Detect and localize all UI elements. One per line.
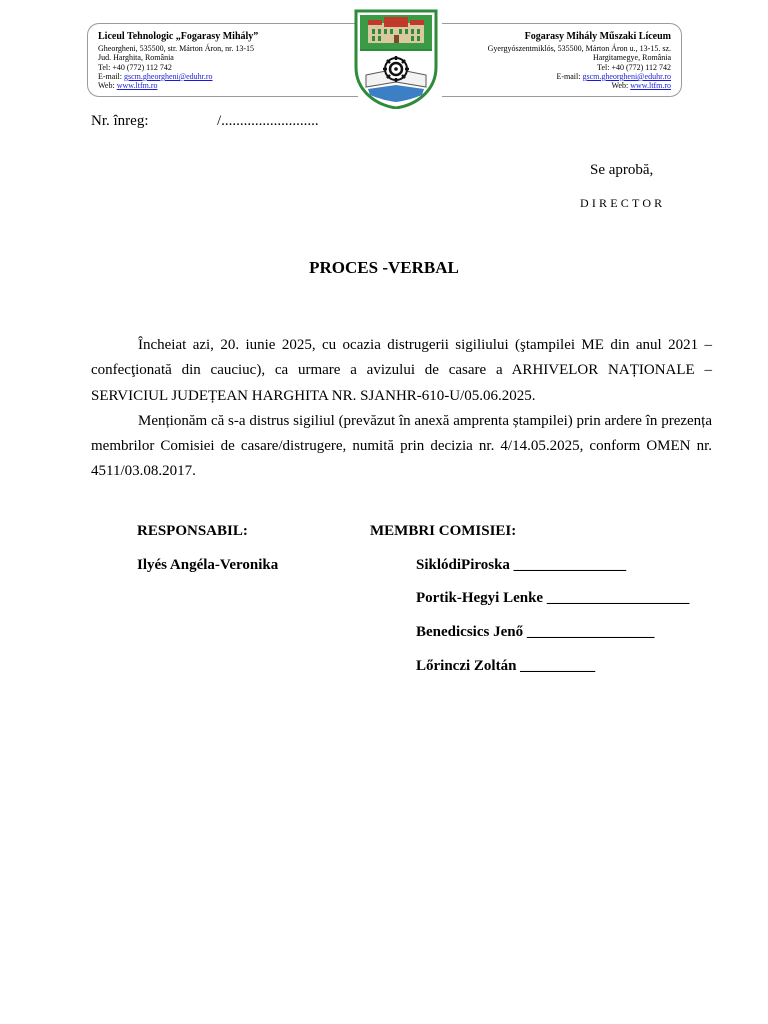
member-signature-line: SiklódiPiroska _______________ [416, 557, 627, 573]
responsible-name: Ilyés Angéla-Veronika [137, 557, 279, 573]
web-label-hu: Web: [611, 81, 629, 91]
web-row-hu [452, 81, 671, 90]
county-hu: Hargitamegye, România [592, 53, 671, 63]
member-signature-line: Portik-Hegyi Lenke ___________________ [416, 590, 690, 606]
director-label: DIRECTOR [580, 196, 666, 210]
email-link-ro[interactable]: gscm.gheorgheni@eduhr.ro [124, 71, 213, 81]
document-body [91, 333, 712, 485]
member-signature-line: Benedicsics Jenő _________________ [416, 624, 655, 640]
web-link-ro[interactable]: www.ltfm.ro [116, 81, 158, 91]
email-label-hu: E-mail: [556, 71, 581, 81]
web-row-ro [98, 81, 348, 90]
registration-number [91, 113, 319, 130]
members-label: MEMBRI COMISIEI: [370, 523, 517, 539]
responsible-label: RESPONSABIL: [137, 523, 248, 539]
email-row-ro [98, 72, 348, 81]
registration-value: /.......................... [217, 113, 319, 129]
paragraph-1: Încheiat azi, 20. iunie 2025, cu ocazia distrugerii sigiliului (ştampilei ME din anul 2021 – confecţionată din cauciuc), ca urmare a avizului de casare a ARHIVELOR NAȚIONALE – SERVICIUL JUDEȚEAN HARGHITA NR. SJANHR-610-U/05.06.2025. [91, 337, 712, 404]
approval-line: Se aprobă, [590, 162, 654, 178]
address-hu: Gyergyószentmiklós, 535500, Márton Áron u., 13-15. sz. [487, 44, 671, 53]
web-link-hu[interactable]: www.ltfm.ro [630, 81, 671, 91]
registration-label: Nr. înreg: [91, 113, 149, 129]
school-name-hu: Fogarasy Mihály Műszaki Líceum [524, 31, 671, 42]
web-label-ro: Web: [98, 81, 115, 91]
member-signature-line: Lőrinczi Zoltán __________ [416, 658, 596, 674]
county-ro: Jud. Harghita, România [98, 53, 174, 63]
email-row-hu [452, 72, 671, 81]
tel-ro: Tel: +40 (772) 112 742 [98, 62, 172, 72]
header-right-block [442, 23, 682, 97]
paragraph-2: Menționăm că s-a distrus sigiliul (prevăzut în anexă amprenta ștampilei) prin ardere în prezența membrilor Comisiei de casare/distrugere, numită prin decizia nr. 4/14.05.2025, conform OMEN nr. 4511/03.08.2017. [91, 412, 712, 480]
header-left-block [87, 23, 358, 97]
address-ro: Gheorgheni, 535500, str. Márton Áron, nr. 13-15 [98, 44, 255, 53]
email-label-ro: E-mail: [98, 71, 122, 81]
school-name-ro: Liceul Tehnologic „Fogarasy Mihály” [98, 31, 259, 42]
tel-hu: Tel: +40 (772) 112 742 [597, 62, 671, 72]
school-crest-logo [354, 9, 438, 109]
document-title: PROCES -VERBAL [309, 258, 459, 277]
email-link-hu[interactable]: gscm.gheorgheni@eduhr.ro [582, 71, 671, 81]
